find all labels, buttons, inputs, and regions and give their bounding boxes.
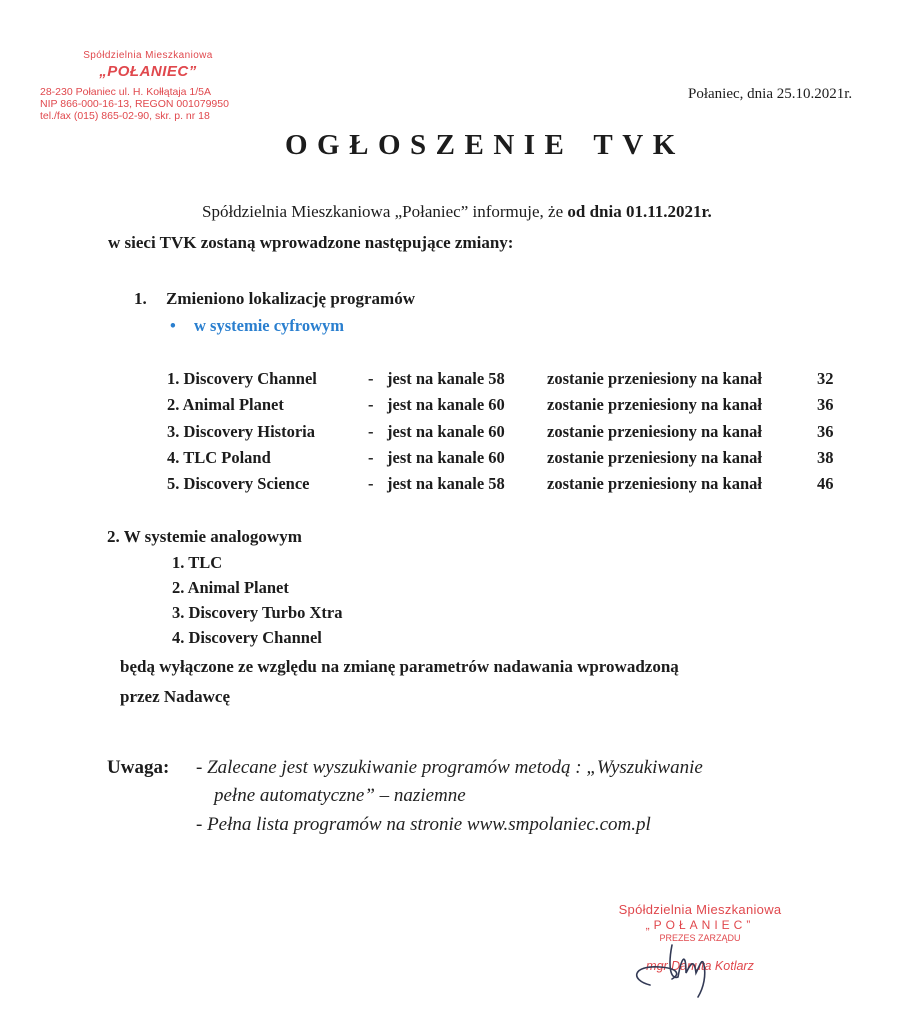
section-2-heading: 2. W systemie analogowym — [107, 527, 302, 546]
bullet-icon: • — [170, 316, 176, 335]
move-text: zostanie przeniesiony na kanał — [547, 474, 762, 493]
row-dash: - — [368, 395, 374, 414]
remark-line-2: pełne automatyczne” – naziemne — [214, 785, 466, 806]
new-channel: 46 — [817, 474, 834, 493]
stamp-phone: tel./fax (015) 865-02-90, skr. p. nr 18 — [40, 110, 210, 122]
cooperative-stamp-header — [28, 50, 268, 122]
channel-name: 4. TLC Poland — [167, 448, 271, 467]
analog-channel-item: 2. Animal Planet — [172, 578, 289, 597]
section-1-title: Zmieniono lokalizację programów — [166, 289, 415, 308]
intro-line-1 — [202, 202, 712, 222]
stamp-org-title: „POŁANIEC” — [99, 63, 197, 80]
current-channel: jest na kanale 58 — [387, 369, 505, 388]
signature-stamp-name: mgr Danuta Kotlarz — [646, 959, 754, 973]
analog-channel-item: 1. TLC — [172, 553, 223, 572]
stamp-address: 28-230 Połaniec ul. H. Kołłątaja 1/5A — [40, 86, 212, 98]
analog-channel-item: 4. Discovery Channel — [172, 628, 322, 647]
section-1-subheading — [170, 316, 344, 336]
channel-name: 5. Discovery Science — [167, 474, 310, 493]
current-channel: jest na kanale 58 — [387, 474, 505, 493]
remark-line-1: - Zalecane jest wyszukiwanie programów metodą : „Wyszukiwanie — [196, 757, 703, 778]
move-text: zostanie przeniesiony na kanał — [547, 422, 762, 441]
stamp-org-name: Spółdzielnia Mieszkaniowa — [83, 50, 213, 61]
document-title — [285, 129, 685, 162]
intro-line-2: w sieci TVK zostaną wprowadzone następujące zmiany: — [108, 233, 514, 252]
move-text: zostanie przeniesiony na kanał — [547, 448, 762, 467]
row-dash: - — [368, 448, 374, 467]
signature-stamp-org: Spółdzielnia Mieszkaniowa — [618, 902, 782, 917]
new-channel: 36 — [817, 395, 834, 414]
remark-line-3: - Pełna lista programów na stronie www.smpolaniec.com.pl — [196, 814, 651, 835]
signature-stamp-role: PREZES ZARZĄDU — [659, 933, 741, 943]
handwritten-signature — [620, 935, 730, 1005]
row-dash: - — [368, 422, 374, 441]
digital-system-label: w systemie cyfrowym — [194, 316, 344, 335]
move-text: zostanie przeniesiony na kanał — [547, 395, 762, 414]
current-channel: jest na kanale 60 — [387, 395, 505, 414]
title-word-2: TVK — [593, 129, 685, 161]
channel-name: 2. Animal Planet — [167, 395, 284, 414]
current-channel: jest na kanale 60 — [387, 448, 505, 467]
current-channel: jest na kanale 60 — [387, 422, 505, 441]
analog-note-line-2: przez Nadawcę — [120, 687, 230, 706]
title-word-1: OGŁOSZENIE — [285, 129, 574, 161]
channel-name: 3. Discovery Historia — [167, 422, 316, 441]
section-1-number: 1. — [134, 289, 147, 308]
new-channel: 38 — [817, 448, 834, 467]
move-text: zostanie przeniesiony na kanał — [547, 369, 762, 388]
intro-text: Spółdzielnia Mieszkaniowa „Połaniec” informuje, że — [202, 202, 568, 221]
signature-stamp-title: „POŁANIEC” — [645, 918, 755, 932]
analog-channel-item: 3. Discovery Turbo Xtra — [172, 603, 343, 622]
document-date: Połaniec, dnia 25.10.2021r. — [688, 86, 853, 102]
remarks-label: Uwaga: — [107, 757, 170, 778]
stamp-nip-regon: NIP 866-000-16-13, REGON 001079950 — [40, 98, 229, 110]
new-channel: 32 — [817, 369, 834, 388]
new-channel: 36 — [817, 422, 834, 441]
row-dash: - — [368, 369, 374, 388]
section-1-heading — [134, 289, 415, 309]
row-dash: - — [368, 474, 374, 493]
channel-name: 1. Discovery Channel — [167, 369, 317, 388]
analog-note-line-1: będą wyłączone ze względu na zmianę parametrów nadawania wprowadzoną — [120, 657, 679, 676]
intro-effective-date: od dnia 01.11.2021r. — [567, 202, 712, 221]
